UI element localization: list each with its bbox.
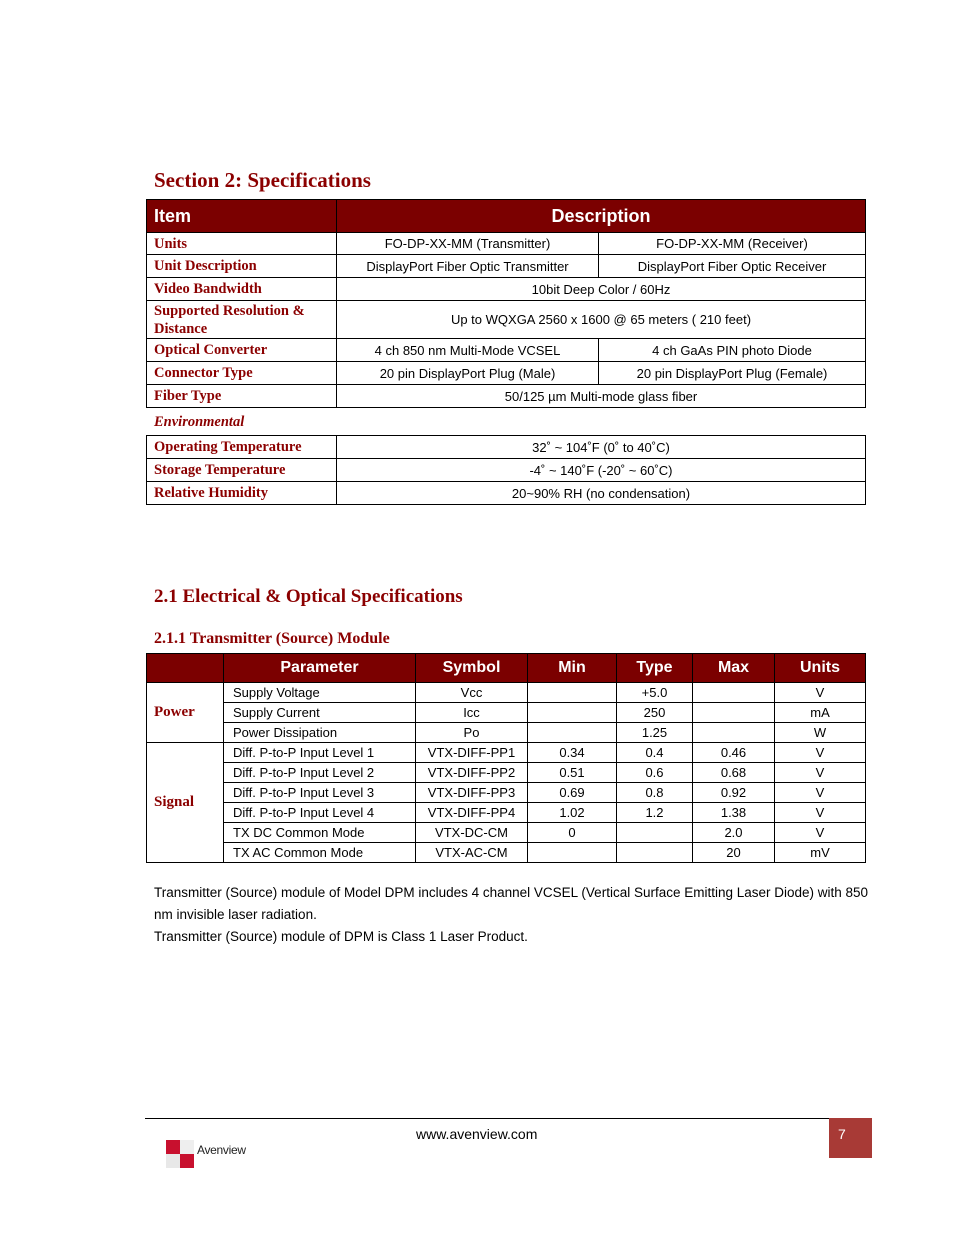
page-number-box: [829, 1118, 872, 1158]
environmental-value: -4˚ ~ 140˚F (-20˚ ~ 60˚C): [337, 459, 866, 482]
tx-header-cell: Type: [617, 654, 693, 683]
tx-cell-units: V: [775, 743, 866, 763]
spec-value-receiver: FO-DP-XX-MM (Receiver): [599, 233, 866, 255]
spec-value-transmitter: FO-DP-XX-MM (Transmitter): [337, 233, 599, 255]
tx-cell-max: 0.92: [693, 783, 775, 803]
environmental-value: 32˚ ~ 104˚F (0˚ to 40˚C): [337, 436, 866, 459]
spec-row: [147, 339, 866, 362]
tx-header-cell: Min: [528, 654, 617, 683]
page-number: 7: [838, 1126, 846, 1142]
environmental-heading: Environmental: [154, 414, 245, 430]
header-description: Description: [337, 200, 866, 233]
tx-row: [147, 823, 866, 843]
tx-cell-units: V: [775, 803, 866, 823]
tx-cell-symbol: VTX-DIFF-PP2: [416, 763, 528, 783]
tx-cell-symbol: VTX-DC-CM: [416, 823, 528, 843]
tx-cell-type: 0.6: [617, 763, 693, 783]
spec-value: Up to WQXGA 2560 x 1600 @ 65 meters ( 210 feet): [337, 301, 866, 339]
tx-cell-max: [693, 723, 775, 743]
tx-cell-param: Supply Current: [224, 703, 416, 723]
spec-value-transmitter: 20 pin DisplayPort Plug (Male): [337, 362, 599, 385]
environmental-row: [147, 482, 866, 505]
tx-cell-max: [693, 683, 775, 703]
spec-value-transmitter: 4 ch 850 nm Multi-Mode VCSEL: [337, 339, 599, 362]
tx-cell-units: mV: [775, 843, 866, 863]
environmental-label: Storage Temperature: [147, 459, 337, 482]
spec-row: [147, 385, 866, 408]
spec-row: [147, 233, 866, 255]
spec-label: Units: [147, 233, 337, 255]
tx-cell-param: TX AC Common Mode: [224, 843, 416, 863]
spec-label: Unit Description: [147, 255, 337, 278]
tx-cell-param: Supply Voltage: [224, 683, 416, 703]
tx-header-cell: Max: [693, 654, 775, 683]
tx-cell-symbol: VTX-DIFF-PP3: [416, 783, 528, 803]
tx-cell-min: [528, 703, 617, 723]
tx-cell-units: W: [775, 723, 866, 743]
tx-cell-param: Diff. P-to-P Input Level 2: [224, 763, 416, 783]
tx-header-cell: Symbol: [416, 654, 528, 683]
tx-row: [147, 703, 866, 723]
spec-value-transmitter: DisplayPort Fiber Optic Transmitter: [337, 255, 599, 278]
tx-header-cell: Parameter: [224, 654, 416, 683]
spec-row: [147, 278, 866, 301]
tx-cell-param: Diff. P-to-P Input Level 4: [224, 803, 416, 823]
spec-value-receiver: DisplayPort Fiber Optic Receiver: [599, 255, 866, 278]
spec-row: [147, 362, 866, 385]
tx-cell-type: 1.25: [617, 723, 693, 743]
footer-url[interactable]: www.avenview.com: [416, 1126, 538, 1142]
environmental-row: [147, 436, 866, 459]
spec-label: Supported Resolution & Distance: [147, 301, 337, 339]
tx-cell-min: [528, 683, 617, 703]
tx-group-label: Power: [147, 683, 224, 743]
tx-cell-param: Diff. P-to-P Input Level 1: [224, 743, 416, 763]
tx-cell-max: 0.46: [693, 743, 775, 763]
tx-cell-param: Diff. P-to-P Input Level 3: [224, 783, 416, 803]
footer-divider: [145, 1118, 872, 1119]
tx-row: [147, 783, 866, 803]
logo-square-red-2: [180, 1154, 194, 1168]
header-item: Item: [147, 200, 337, 233]
tx-header-cell: [147, 654, 224, 683]
logo-square-red: [166, 1140, 180, 1154]
spec-value: 50/125 µm Multi-mode glass fiber: [337, 385, 866, 408]
logo-square-grey-2: [180, 1140, 194, 1154]
tx-group-label: Signal: [147, 743, 224, 863]
tx-row: [147, 803, 866, 823]
environmental-label: Operating Temperature: [147, 436, 337, 459]
tx-cell-max: 1.38: [693, 803, 775, 823]
spec-label: Video Bandwidth: [147, 278, 337, 301]
logo-text: Avenview: [197, 1143, 246, 1157]
tx-cell-type: [617, 843, 693, 863]
tx-cell-units: V: [775, 683, 866, 703]
subsubsection-title: 2.1.1 Transmitter (Source) Module: [154, 630, 390, 647]
spec-row: [147, 301, 866, 339]
transmitter-table: [146, 653, 866, 863]
section-title: Section 2: Specifications: [154, 168, 371, 192]
note-paragraph: Transmitter (Source) module of Model DPM includes 4 channel VCSEL (Vertical Surface Emitting Laser Diode) with 850 nm invisible laser radiation.: [154, 885, 869, 922]
note-paragraph: Transmitter (Source) module of DPM is Class 1 Laser Product.: [154, 929, 528, 944]
spec-label: Fiber Type: [147, 385, 337, 408]
spec-value-receiver: 4 ch GaAs PIN photo Diode: [599, 339, 866, 362]
spec-value: 10bit Deep Color / 60Hz: [337, 278, 866, 301]
tx-row: [147, 763, 866, 783]
tx-cell-min: 0.34: [528, 743, 617, 763]
tx-cell-min: 0.69: [528, 783, 617, 803]
tx-cell-min: [528, 723, 617, 743]
tx-cell-max: 2.0: [693, 823, 775, 843]
tx-cell-min: 1.02: [528, 803, 617, 823]
tx-cell-max: [693, 703, 775, 723]
tx-cell-max: 0.68: [693, 763, 775, 783]
tx-cell-type: +5.0: [617, 683, 693, 703]
spec-value-receiver: 20 pin DisplayPort Plug (Female): [599, 362, 866, 385]
tx-cell-param: TX DC Common Mode: [224, 823, 416, 843]
tx-cell-min: 0.51: [528, 763, 617, 783]
environmental-table: [146, 435, 866, 505]
tx-cell-units: V: [775, 763, 866, 783]
environmental-label: Relative Humidity: [147, 482, 337, 505]
avenview-logo: [164, 1140, 264, 1180]
tx-cell-type: 250: [617, 703, 693, 723]
tx-cell-symbol: VTX-DIFF-PP4: [416, 803, 528, 823]
environmental-value: 20~90% RH (no condensation): [337, 482, 866, 505]
tx-row: [147, 683, 866, 703]
tx-cell-type: 0.8: [617, 783, 693, 803]
tx-cell-symbol: VTX-DIFF-PP1: [416, 743, 528, 763]
spec-label: Optical Converter: [147, 339, 337, 362]
tx-cell-min: 0: [528, 823, 617, 843]
tx-cell-max: 20: [693, 843, 775, 863]
logo-square-grey: [166, 1154, 180, 1168]
spec-label: Connector Type: [147, 362, 337, 385]
specifications-table: [146, 199, 866, 408]
subsection-title: 2.1 Electrical & Optical Specifications: [154, 586, 463, 607]
tx-cell-min: [528, 843, 617, 863]
tx-cell-type: [617, 823, 693, 843]
tx-cell-units: V: [775, 783, 866, 803]
tx-cell-symbol: Icc: [416, 703, 528, 723]
tx-row: [147, 723, 866, 743]
tx-cell-symbol: VTX-AC-CM: [416, 843, 528, 863]
tx-cell-units: V: [775, 823, 866, 843]
tx-cell-units: mA: [775, 703, 866, 723]
tx-cell-type: 0.4: [617, 743, 693, 763]
spec-row: [147, 255, 866, 278]
tx-cell-type: 1.2: [617, 803, 693, 823]
tx-header-cell: Units: [775, 654, 866, 683]
tx-cell-param: Power Dissipation: [224, 723, 416, 743]
environmental-row: [147, 459, 866, 482]
tx-cell-symbol: Vcc: [416, 683, 528, 703]
tx-row: [147, 843, 866, 863]
notes: [154, 882, 874, 948]
tx-cell-symbol: Po: [416, 723, 528, 743]
tx-row: [147, 743, 866, 763]
